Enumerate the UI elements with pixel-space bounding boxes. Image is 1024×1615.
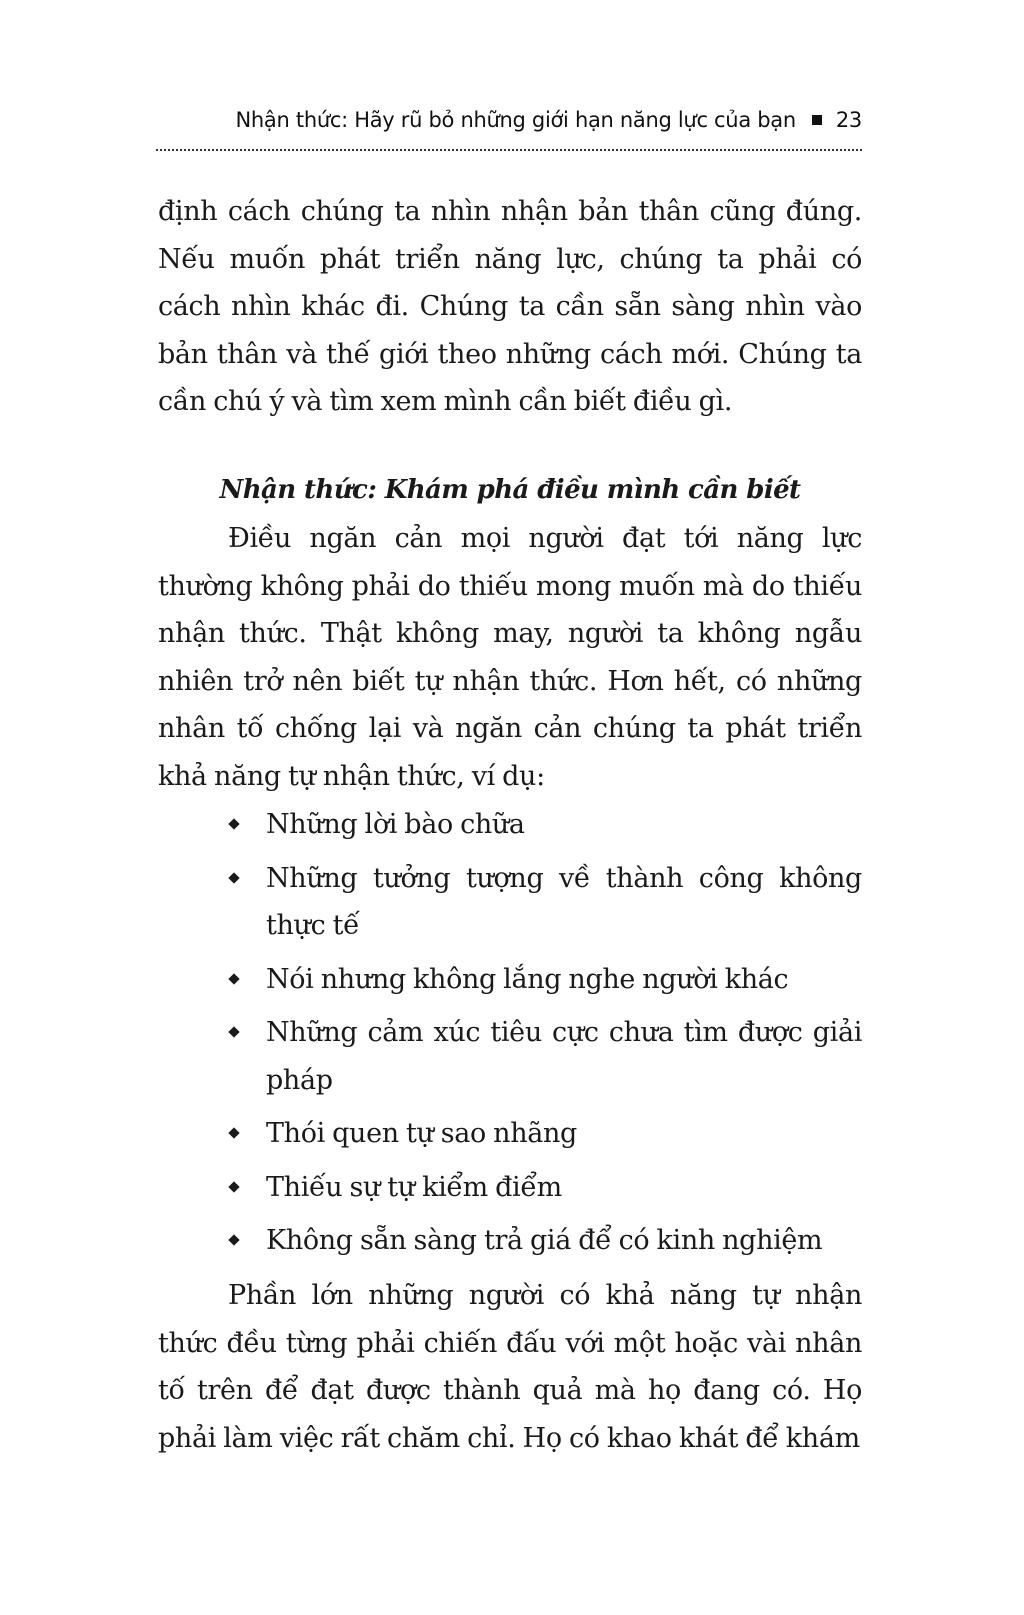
diamond-bullet-icon bbox=[228, 1181, 239, 1192]
list-item-text: Không sẵn sàng trả giá để có kinh nghiệm bbox=[266, 1225, 823, 1256]
list-item bbox=[158, 1009, 862, 1104]
list-item bbox=[158, 1110, 862, 1158]
list-item-text: Những cảm xúc tiêu cực chưa tìm được giải pháp bbox=[266, 1017, 862, 1096]
list-item bbox=[158, 1164, 862, 1212]
paragraph-2: Điều ngăn cản mọi người đạt tới năng lực thường không phải do thiếu mong muốn mà do thiếu nhận thức. Thật không may, người ta không ngẫu nhiên trở nên biết tự nhận thức. Hơn hết, có những nhân tố chống lại và ngăn cản chúng ta phát triển khả năng tự nhận thức, ví dụ: bbox=[158, 523, 862, 792]
running-header bbox=[156, 100, 862, 140]
diamond-bullet-icon bbox=[228, 1234, 239, 1245]
list-item-text: Những tưởng tượng về thành công không thực tế bbox=[266, 862, 862, 941]
list-item-text: Thói quen tự sao nhãng bbox=[266, 1118, 577, 1149]
diamond-bullet-icon bbox=[228, 1127, 239, 1138]
page-number: 23 bbox=[835, 108, 862, 132]
list-item bbox=[158, 956, 862, 1004]
diamond-bullet-icon bbox=[228, 973, 239, 984]
paragraph-3: Phần lớn những người có khả năng tự nhận thức đều từng phải chiến đấu với một hoặc vài nhân tố trên để đạt được thành quả mà họ đang có. Họ phải làm việc rất chăm chỉ. Họ có khao khát để khám bbox=[158, 1280, 862, 1454]
diamond-bullet-icon bbox=[228, 872, 239, 883]
paragraph-1: định cách chúng ta nhìn nhận bản thân cũng đúng. Nếu muốn phát triển năng lực, chúng ta phải có cách nhìn khác đi. Chúng ta cần sẵn sàng nhìn vào bản thân và thế giới theo những cách mới. Chúng ta cần chú ý và tìm xem mình cần biết điều gì. bbox=[158, 196, 862, 417]
list-item-text: Nói nhưng không lắng nghe người khác bbox=[266, 963, 789, 995]
list-item-text: Thiếu sự tự kiểm điểm bbox=[266, 1171, 562, 1203]
list-item bbox=[158, 855, 862, 950]
list-item-text: Những lời bào chữa bbox=[266, 809, 525, 840]
list-item bbox=[158, 801, 862, 849]
section-heading: Nhận thức: Khám phá điều mình cần biết bbox=[219, 475, 801, 505]
diamond-bullet-icon bbox=[228, 1026, 239, 1037]
chapter-title: Nhận thức: Hãy rũ bỏ những giới hạn năng lực của bạn bbox=[235, 108, 796, 132]
list-item bbox=[158, 1217, 862, 1265]
bullet-list bbox=[158, 801, 862, 1271]
diamond-bullet-icon bbox=[228, 818, 239, 829]
square-bullet-icon bbox=[812, 115, 822, 125]
header-dotted-rule bbox=[156, 149, 862, 151]
